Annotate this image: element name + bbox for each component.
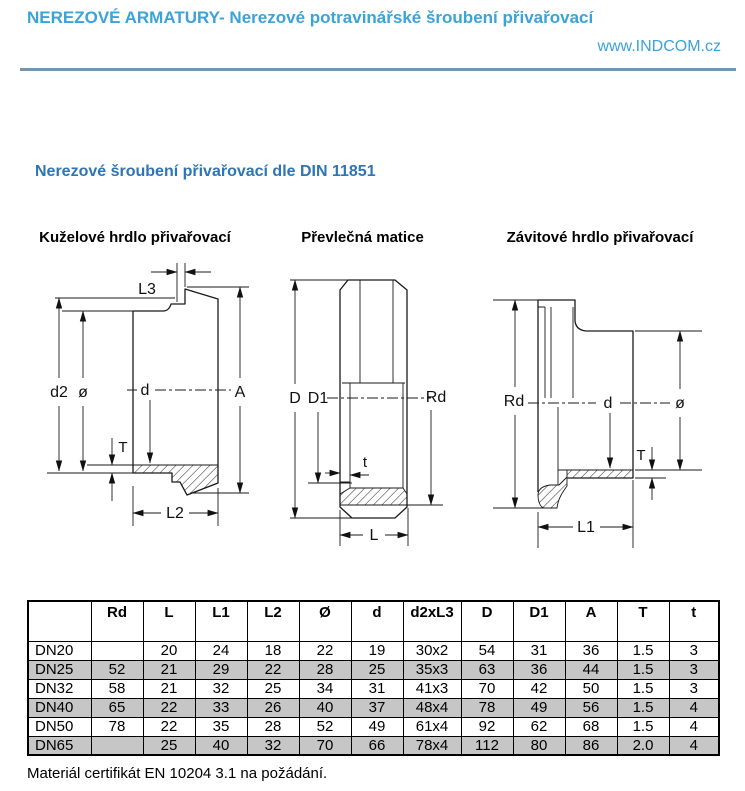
table-row bbox=[28, 660, 719, 679]
table-cell: 32 bbox=[247, 736, 299, 755]
table-cell: 62 bbox=[513, 717, 565, 736]
table-cell: 50 bbox=[565, 679, 617, 698]
table-cell: 61x4 bbox=[403, 717, 461, 736]
table-cell: 78x4 bbox=[403, 736, 461, 755]
column-header: Rd bbox=[91, 601, 143, 641]
row-header: DN65 bbox=[28, 736, 91, 755]
table-cell: 70 bbox=[461, 679, 513, 698]
table-cell: 30x2 bbox=[403, 641, 461, 660]
table-cell: 42 bbox=[513, 679, 565, 698]
table-cell: 4 bbox=[669, 698, 719, 717]
table-cell: 22 bbox=[247, 660, 299, 679]
table-cell: 4 bbox=[669, 717, 719, 736]
drawing-title-coupling-nut: Převlečná matice bbox=[301, 229, 424, 246]
table-cell: 1.5 bbox=[617, 660, 669, 679]
row-header: DN25 bbox=[28, 660, 91, 679]
drawing-title-threaded-liner: Závitové hrdlo přivařovací bbox=[506, 229, 694, 246]
table-cell: 92 bbox=[461, 717, 513, 736]
dim-label-l3: L3 bbox=[138, 281, 156, 298]
table-cell: 1.5 bbox=[617, 717, 669, 736]
table-cell: 2.0 bbox=[617, 736, 669, 755]
table-cell: 3 bbox=[669, 660, 719, 679]
section-title: Nerezové šroubení přivařovací dle DIN 11851 bbox=[35, 163, 376, 180]
table-cell: 58 bbox=[91, 679, 143, 698]
table-cell: 22 bbox=[143, 698, 195, 717]
table-cell: 21 bbox=[143, 679, 195, 698]
table-cell: 86 bbox=[565, 736, 617, 755]
table-cell bbox=[91, 736, 143, 755]
table-cell: 78 bbox=[461, 698, 513, 717]
table-cell: 80 bbox=[513, 736, 565, 755]
table-cell: 52 bbox=[299, 717, 351, 736]
table-cell: 28 bbox=[299, 660, 351, 679]
table-cell: 28 bbox=[247, 717, 299, 736]
table-cell: 41x3 bbox=[403, 679, 461, 698]
table-cell: 3 bbox=[669, 641, 719, 660]
table-cell: 32 bbox=[195, 679, 247, 698]
dim-label-d: d bbox=[140, 382, 150, 399]
dim-label-rd: Rd bbox=[425, 389, 447, 406]
table-cell bbox=[91, 641, 143, 660]
table-cell: 65 bbox=[91, 698, 143, 717]
table-cell: 36 bbox=[513, 660, 565, 679]
part-outline bbox=[538, 300, 633, 508]
dim-label-d: D bbox=[289, 390, 301, 407]
dim-label-dia: ø bbox=[78, 384, 88, 401]
column-header: d2xL3 bbox=[403, 601, 461, 641]
dimension-lines bbox=[493, 300, 702, 548]
dim-label-d: d bbox=[603, 395, 613, 412]
table-cell: 25 bbox=[143, 736, 195, 755]
table-cell: 34 bbox=[299, 679, 351, 698]
table-cell: 3 bbox=[669, 679, 719, 698]
dim-label-l1: L1 bbox=[577, 519, 595, 536]
table-row bbox=[28, 717, 719, 736]
column-header: D bbox=[461, 601, 513, 641]
table-cell: 25 bbox=[351, 660, 403, 679]
dimension-labels bbox=[50, 281, 246, 522]
dim-label-dia: ø bbox=[675, 395, 685, 412]
dimension-lines bbox=[290, 280, 431, 546]
dim-label-d2: d2 bbox=[50, 384, 68, 401]
table-cell: 70 bbox=[299, 736, 351, 755]
table-cell: 40 bbox=[299, 698, 351, 717]
drawing-coupling-nut bbox=[285, 262, 480, 557]
column-header: d bbox=[351, 601, 403, 641]
dim-label-d1: D1 bbox=[307, 390, 329, 407]
table-row bbox=[28, 641, 719, 660]
table-cell: 66 bbox=[351, 736, 403, 755]
table-cell: 25 bbox=[247, 679, 299, 698]
table-cell: 68 bbox=[565, 717, 617, 736]
table-cell: 54 bbox=[461, 641, 513, 660]
drawing-conical-liner bbox=[35, 258, 270, 548]
table-row bbox=[28, 736, 719, 755]
table-cell: 24 bbox=[195, 641, 247, 660]
table-row bbox=[28, 679, 719, 698]
dimension-labels bbox=[504, 393, 685, 536]
table-cell: 49 bbox=[351, 717, 403, 736]
dim-label-rd: Rd bbox=[503, 393, 525, 410]
page-header-title: NEREZOVÉ ARMATURY- Nerezové potravinářské šroubení přivařovací bbox=[27, 8, 594, 27]
table-cell: 35 bbox=[195, 717, 247, 736]
table-cell: 49 bbox=[513, 698, 565, 717]
column-header: A bbox=[565, 601, 617, 641]
dimensions-table bbox=[27, 600, 720, 756]
drawing-threaded-liner bbox=[488, 265, 733, 555]
table-cell: 35x3 bbox=[403, 660, 461, 679]
table-cell: 33 bbox=[195, 698, 247, 717]
dim-label-t: T bbox=[636, 447, 646, 464]
row-header: DN50 bbox=[28, 717, 91, 736]
table-row bbox=[28, 698, 719, 717]
table-cell: 63 bbox=[461, 660, 513, 679]
column-header bbox=[28, 601, 91, 641]
table-cell: 22 bbox=[143, 717, 195, 736]
table-header-row bbox=[28, 601, 719, 641]
table-cell: 44 bbox=[565, 660, 617, 679]
table-cell: 18 bbox=[247, 641, 299, 660]
table-cell: 29 bbox=[195, 660, 247, 679]
drawing-title-conical-liner: Kuželové hrdlo přivařovací bbox=[39, 229, 231, 246]
row-header: DN20 bbox=[28, 641, 91, 660]
table-cell: 19 bbox=[351, 641, 403, 660]
table-cell: 26 bbox=[247, 698, 299, 717]
table-cell: 31 bbox=[513, 641, 565, 660]
table-cell: 52 bbox=[91, 660, 143, 679]
column-header: T bbox=[617, 601, 669, 641]
table-cell: 36 bbox=[565, 641, 617, 660]
column-header: L1 bbox=[195, 601, 247, 641]
table-cell: 21 bbox=[143, 660, 195, 679]
footer-note: Materiál certifikát EN 10204 3.1 na požádání. bbox=[27, 765, 328, 782]
table-cell: 112 bbox=[461, 736, 513, 755]
website-link[interactable]: www.INDCOM.cz bbox=[597, 38, 721, 55]
table-cell: 40 bbox=[195, 736, 247, 755]
row-header: DN40 bbox=[28, 698, 91, 717]
table-cell: 1.5 bbox=[617, 679, 669, 698]
header-rule bbox=[20, 68, 736, 71]
table-cell: 1.5 bbox=[617, 698, 669, 717]
column-header: L2 bbox=[247, 601, 299, 641]
column-header: Ø bbox=[299, 601, 351, 641]
dim-label-t: t bbox=[362, 454, 368, 471]
table-cell: 22 bbox=[299, 641, 351, 660]
table-cell: 78 bbox=[91, 717, 143, 736]
dimension-labels bbox=[289, 389, 446, 544]
table-cell: 20 bbox=[143, 641, 195, 660]
column-header: L bbox=[143, 601, 195, 641]
dim-label-t: T bbox=[118, 439, 128, 456]
row-header: DN32 bbox=[28, 679, 91, 698]
dim-label-l: L bbox=[369, 527, 379, 544]
table-cell: 37 bbox=[351, 698, 403, 717]
table-cell: 4 bbox=[669, 736, 719, 755]
table-cell: 31 bbox=[351, 679, 403, 698]
column-header: D1 bbox=[513, 601, 565, 641]
table-cell: 56 bbox=[565, 698, 617, 717]
dim-label-l2: L2 bbox=[166, 505, 184, 522]
dim-label-a: A bbox=[234, 384, 246, 401]
column-header: t bbox=[669, 601, 719, 641]
table-cell: 1.5 bbox=[617, 641, 669, 660]
table-cell: 48x4 bbox=[403, 698, 461, 717]
